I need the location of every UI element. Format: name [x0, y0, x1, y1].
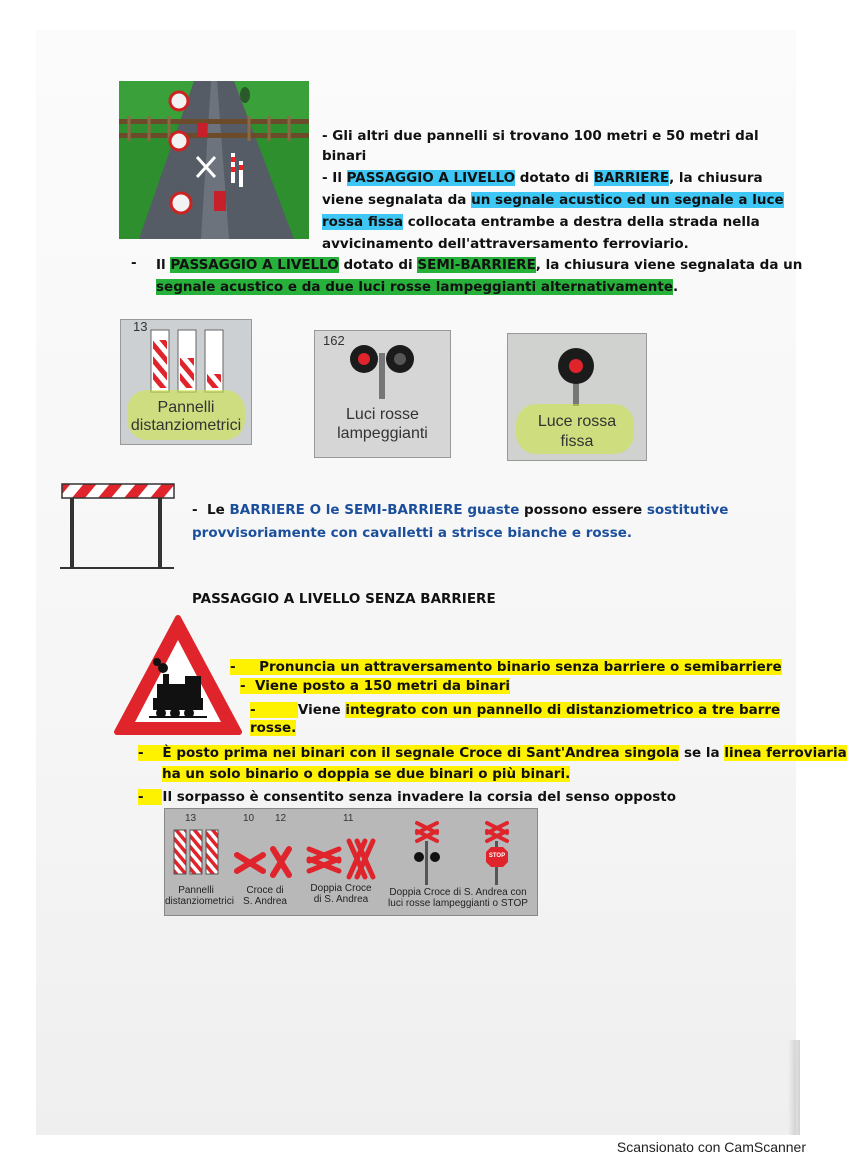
bullet-2: - Viene posto a 150 metri da binari — [240, 678, 511, 694]
bullet-dash: - — [131, 255, 137, 271]
distance-panels-icon — [149, 328, 227, 394]
top-line-2: binari — [322, 148, 367, 164]
top-line-4: viene segnalata da un segnale acustico ed un segnale a luce — [322, 192, 784, 208]
top-line-6: avvicinamento dell'attraversamento ferroviario. — [322, 236, 689, 252]
bullet-4: - È posto prima nei binari con il segnale Croce di Sant'Andrea singola se la linea ferroviaria — [138, 745, 847, 761]
bullet-1: - Pronuncia un attraversamento binario senza barriere o semibarriere — [230, 659, 782, 675]
top-line-8: segnale acustico e da due luci rosse lampeggianti alternativamente. — [156, 279, 679, 295]
top-line-1: - Gli altri due pannelli si trovano 100 metri e 50 metri dal — [322, 128, 759, 144]
barriers-line-1: - Le BARRIERE O le SEMI-BARRIERE guaste possono essere sostitutive — [192, 502, 729, 518]
page-shadow — [788, 1040, 800, 1135]
double-cross-with-lights-icon — [409, 819, 445, 885]
striped-barrier-icon — [60, 481, 178, 571]
sign-flashing-lights: 162 Luci rosse lampeggianti — [314, 330, 451, 458]
top-line-5: rossa fissa collocata entrambe a destra della strada nella — [322, 214, 760, 230]
two-red-lights-icon — [347, 343, 417, 399]
sign-fixed-red-light: Luce rossa fissa — [507, 333, 647, 461]
scanner-credit: Scansionato con CamScanner — [616, 1139, 806, 1155]
red-light-icon — [552, 344, 600, 406]
barriers-line-2: provvisoriamente con cavalletti a strisce bianche e rosse. — [192, 525, 633, 541]
highlight-passaggio: PASSAGGIO A LIVELLO — [346, 170, 516, 186]
section-heading: PASSAGGIO A LIVELLO SENZA BARRIERE — [192, 591, 496, 607]
distance-panels-small-icon — [173, 829, 221, 875]
highlight-barriere: BARRIERE — [593, 170, 670, 186]
road-crossing-illustration — [119, 81, 309, 239]
top-line-3: - Il PASSAGGIO A LIVELLO dotato di BARRIERE, la chiusura — [322, 170, 763, 186]
crossing-signs-strip: 13 10 12 11 STOP Pannelli distanziometrici Croce di S. Andrea Doppia Croce di S. Andrea Doppia Croce di S. Andrea con luci rosse lampeggianti o STOP — [164, 808, 538, 916]
saint-andrew-cross-icon — [233, 845, 297, 879]
level-crossing-warning-icon — [113, 614, 243, 738]
bullet-4-cont: ha un solo binario o doppia se due binari o più binari. — [162, 766, 571, 782]
bullet-3: - Viene integrato con un pannello di distanziometrico a tre barre — [250, 702, 781, 718]
top-line-7: Il PASSAGGIO A LIVELLO dotato di SEMI-BARRIERE, la chiusura viene segnalata da un — [156, 257, 803, 273]
sign-distance-panels: 13 Pannelli distanziometrici — [120, 319, 252, 445]
double-saint-andrew-cross-icon — [305, 837, 377, 881]
bullet-3-cont: rosse. — [250, 720, 297, 736]
bullet-5: - Il sorpasso è consentito senza invadere la corsia del senso opposto — [138, 789, 677, 805]
